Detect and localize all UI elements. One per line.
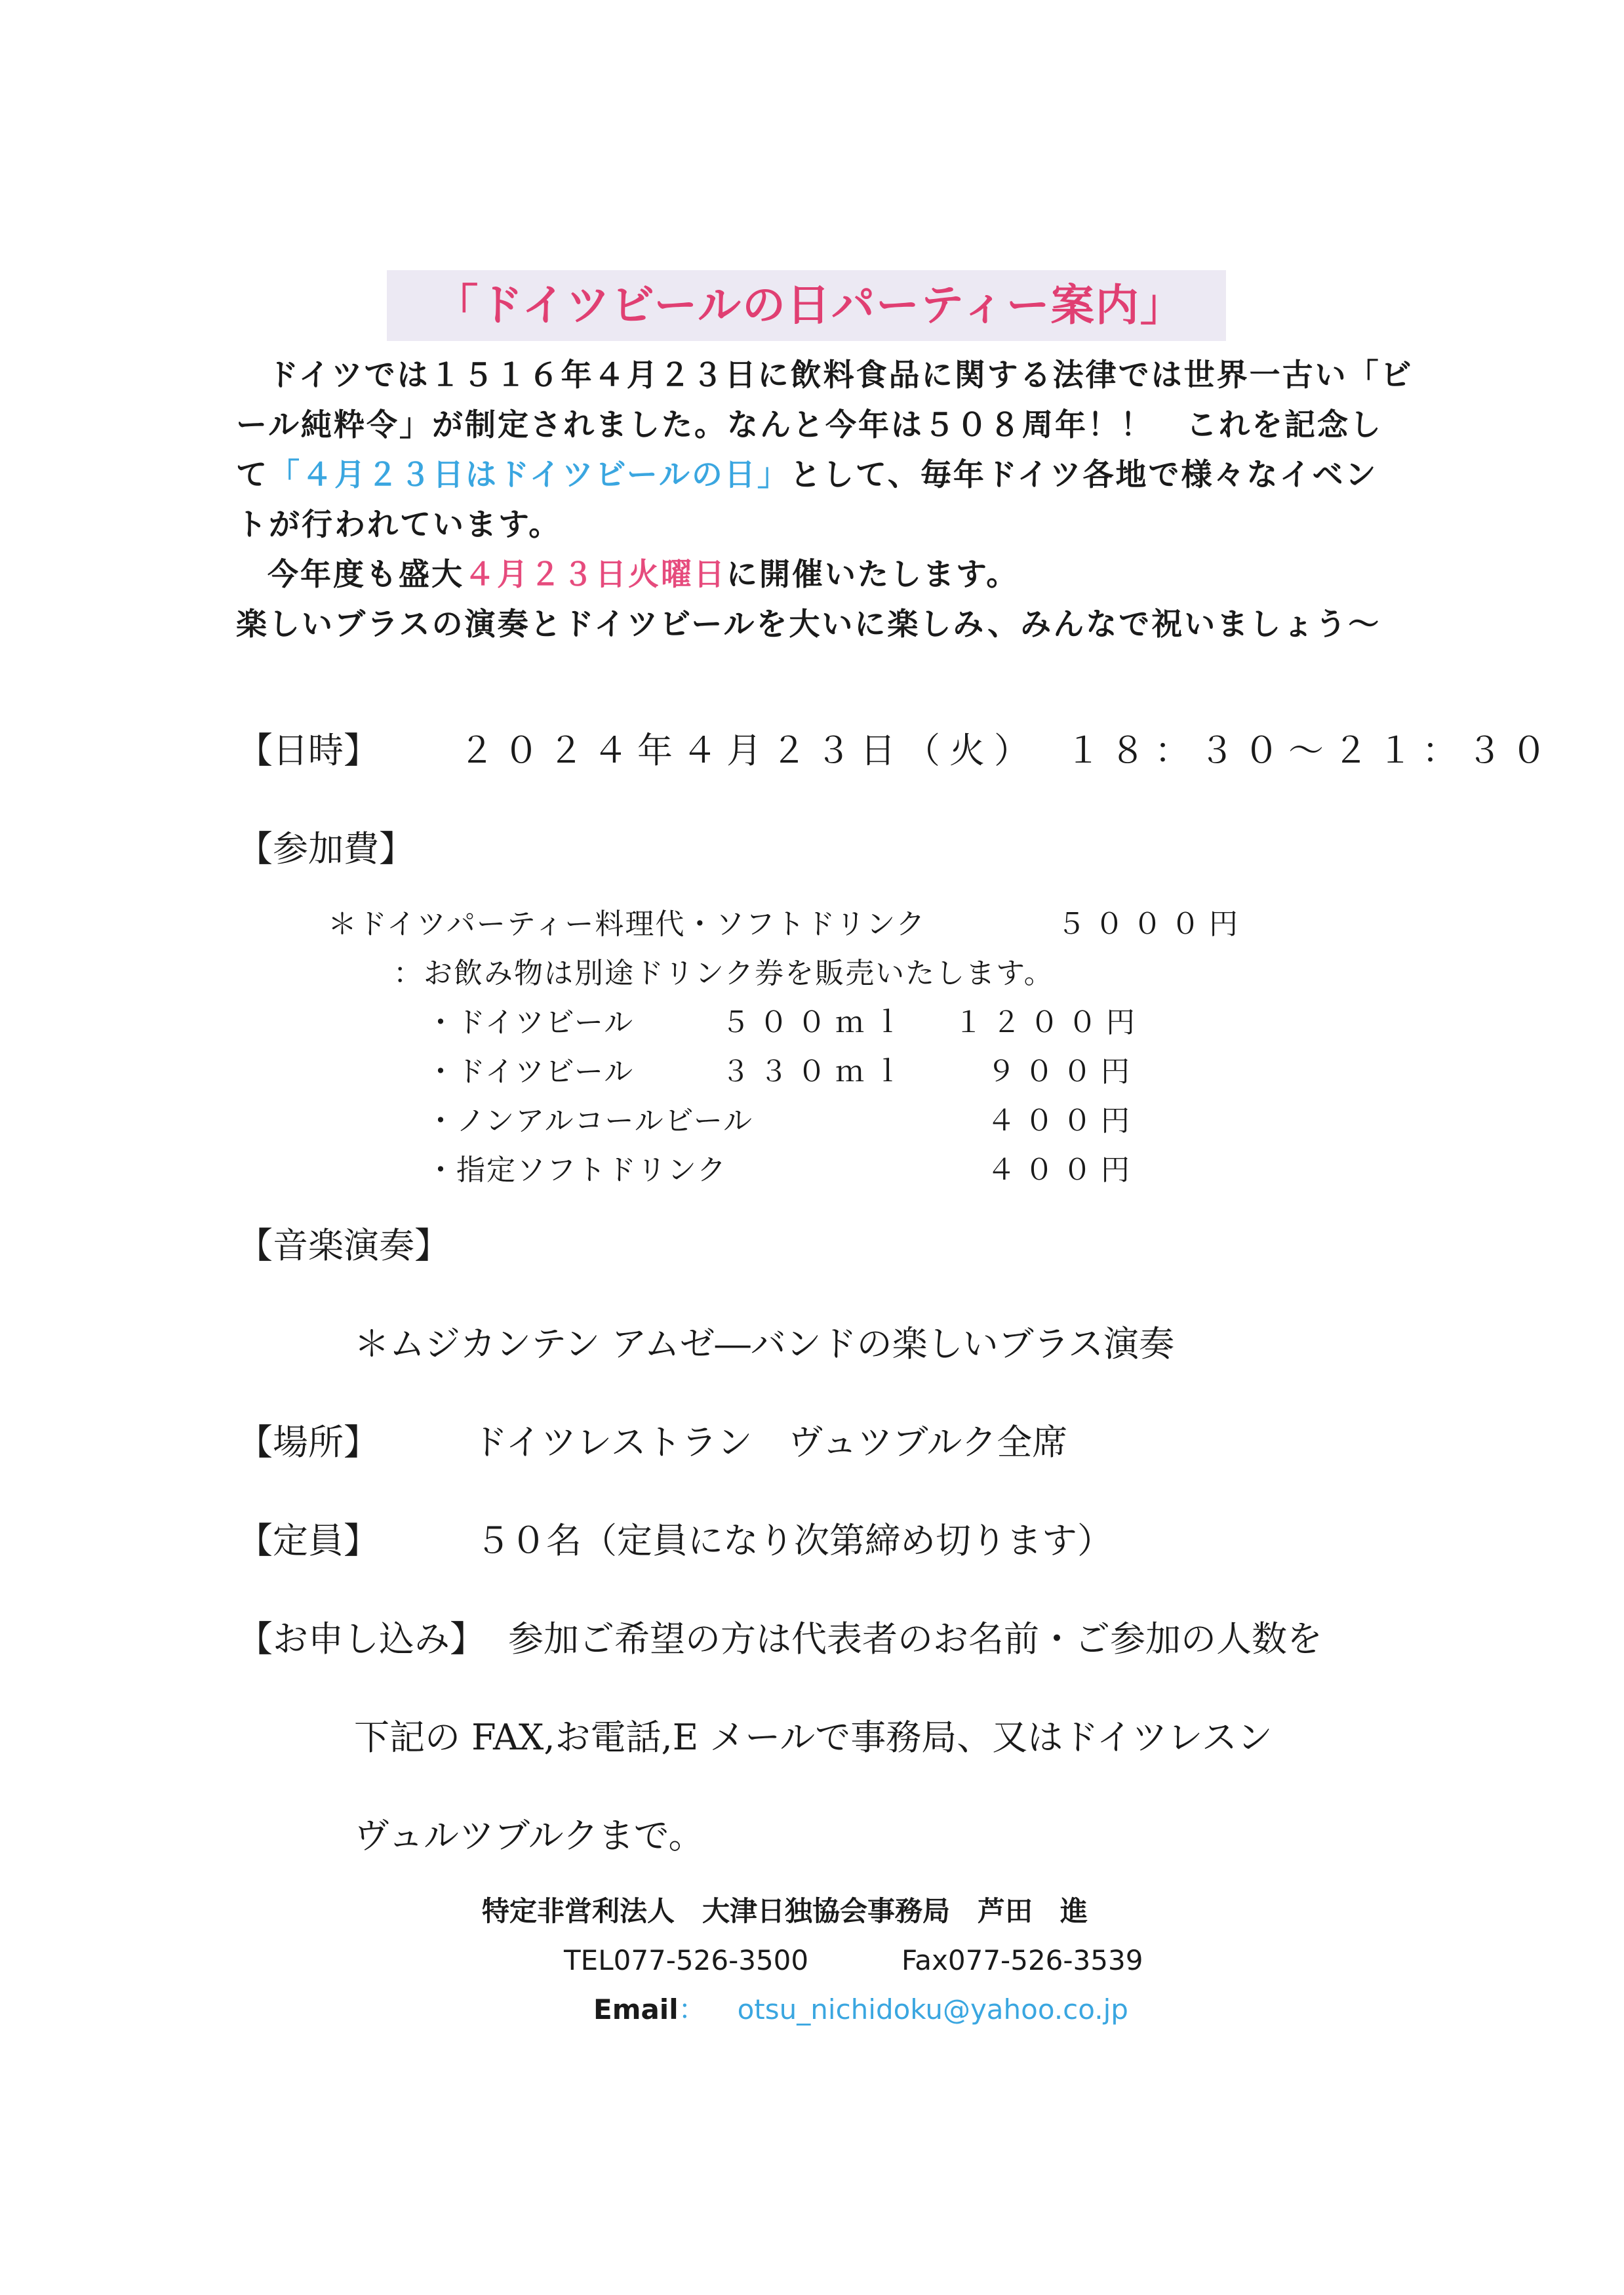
intro-line-3-pre: て: [236, 457, 269, 493]
organizer-name: 特定非営利法人 大津日独協会事務局 芦田 進: [482, 1895, 1088, 1927]
intro-line-2: ール純粋令」が制定されました。なんと今年は５０８周年！！ これを記念し: [236, 407, 1383, 443]
drink-price-2: ９００円: [987, 1055, 1139, 1088]
datetime-label: 【日時】: [237, 730, 379, 771]
music-value: ＊ムジカンテン アムゼ―バンドの楽しいブラス演奏: [354, 1323, 1175, 1365]
place-value: ドイツレストラン ヴュツブルク全席: [472, 1422, 1068, 1463]
fee-label: 【参加費】: [237, 828, 414, 869]
drink-name-3: ・ノンアルコールビール: [426, 1104, 753, 1138]
intro-line-4: トが行われています。: [236, 507, 562, 543]
intro-line-5-pre: 今年度も盛大: [267, 557, 464, 593]
apply-line-1: 参加ご希望の方は代表者のお名前・ご参加の人数を: [508, 1618, 1322, 1660]
intro-line-6: 楽しいブラスの演奏とドイツビールを大いに楽しみ、みんなで祝いましょう～: [236, 607, 1381, 643]
capacity-label: 【定員】: [237, 1520, 379, 1561]
intro-line-3: [236, 450, 1416, 500]
email-colon: ：: [678, 1993, 706, 2026]
apply-label: 【お申し込み】: [237, 1618, 485, 1660]
intro-line-3-post: として、毎年ドイツ各地で様々なイベン: [789, 457, 1378, 493]
fee-main-item: ＊ドイツパーティー料理代・ソフトドリンク: [328, 908, 926, 941]
email-address[interactable]: otsu_nichidoku@yahoo.co.jp: [737, 1993, 1128, 2026]
drink-size-1: ５００ｍｌ: [721, 1006, 911, 1039]
drink-price-1: １２００円: [954, 1006, 1144, 1039]
drink-size-2: ３３０ｍｌ: [721, 1055, 911, 1088]
intro-line-1: ドイツでは１５１６年４月２３日に飲料食品に関する法律では世界一古い「ビ: [267, 357, 1414, 393]
music-label: 【音楽演奏】: [237, 1225, 450, 1266]
fee-main-price: ５０００円: [1057, 908, 1247, 941]
tel-number: TEL077-526-3500: [564, 1944, 809, 1976]
email-line: [593, 1990, 1128, 2029]
drink-name-2: ・ドイツビール: [426, 1055, 635, 1088]
email-label: Email: [593, 1993, 679, 2026]
fax-number: Fax077-526-3539: [901, 1944, 1143, 1976]
drink-name-4: ・指定ソフトドリンク: [426, 1153, 728, 1187]
intro-line-5-post: に開催いたします。: [726, 557, 1020, 593]
capacity-value: ５０名（定員になり次第締め切ります）: [475, 1520, 1113, 1561]
drink-name-1: ・ドイツビール: [426, 1006, 635, 1039]
fee-drink-note: ：お飲み物は別途ドリンク券を販売いたします。: [393, 957, 1054, 990]
apply-line-2: 下記の FAX,お電話,E メールで事務局、又はドイツレスン: [354, 1717, 1273, 1758]
beer-day-highlight: 「４月２３日はドイツビールの日」: [269, 457, 790, 493]
intro-line-5: [236, 550, 1416, 600]
datetime-value: ２０２４年４月２３日（火） １８：３０～２１：３０: [459, 730, 1556, 771]
drink-price-3: ４００円: [987, 1104, 1139, 1138]
event-date-highlight: ４月２３日火曜日: [464, 557, 726, 593]
apply-line-3: ヴュルツブルクまで。: [354, 1815, 704, 1856]
drink-price-4: ４００円: [987, 1153, 1139, 1187]
page-title: 「ドイツビールの日パーティー案内」: [435, 280, 1185, 330]
place-label: 【場所】: [237, 1422, 379, 1463]
intro-paragraph: [236, 351, 1416, 650]
